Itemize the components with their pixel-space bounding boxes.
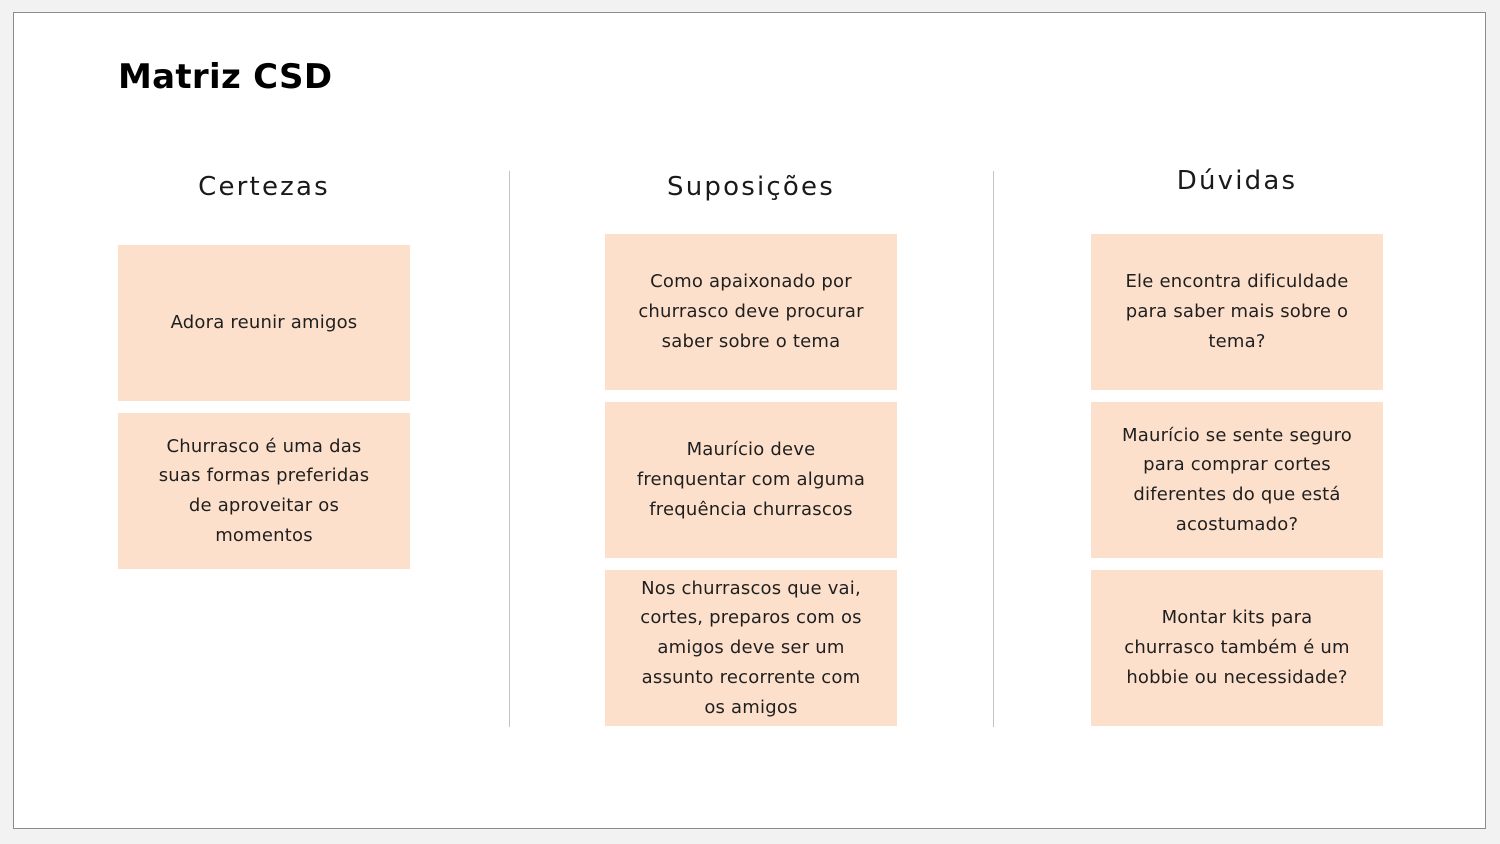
sticky-note-text: Churrasco é uma das suas formas preferidas de aproveitar os momentos [158,435,370,546]
sticky-note [1091,570,1383,726]
column-heading-suposicoes: Suposições [667,172,835,202]
sticky-note-text: Montar kits para churrasco também é um hobbie ou necessidade? [1124,607,1350,688]
sticky-note [605,234,897,390]
sticky-note [118,413,410,569]
sticky-note-text: Como apaixonado por churrasco deve procurar saber sobre o tema [638,271,864,352]
sticky-note [1091,234,1383,390]
sticky-note [1091,402,1383,558]
sticky-note [605,570,897,726]
sticky-note-text: Adora reunir amigos [170,312,358,334]
sticky-note-text: Maurício se sente seguro para comprar cortes diferentes do que está acostumado? [1122,424,1352,535]
column-heading-duvidas: Dúvidas [1176,166,1298,196]
sticky-note-text: Maurício deve frenquentar com alguma frequência churrascos [636,439,866,520]
column-heading-certezas: Certezas [198,172,330,202]
column-divider [509,171,510,727]
page-title: Matriz CSD [118,57,333,97]
sticky-note-text: Nos churrascos que vai, cortes, preparos com os amigos deve ser um assunto recorrente com os amigos [640,577,862,718]
sticky-note [605,402,897,558]
sticky-note-text: Ele encontra dificuldade para saber mais sobre o tema? [1125,271,1349,352]
column-divider [993,171,994,727]
slide-canvas [13,12,1486,829]
sticky-note [118,245,410,401]
